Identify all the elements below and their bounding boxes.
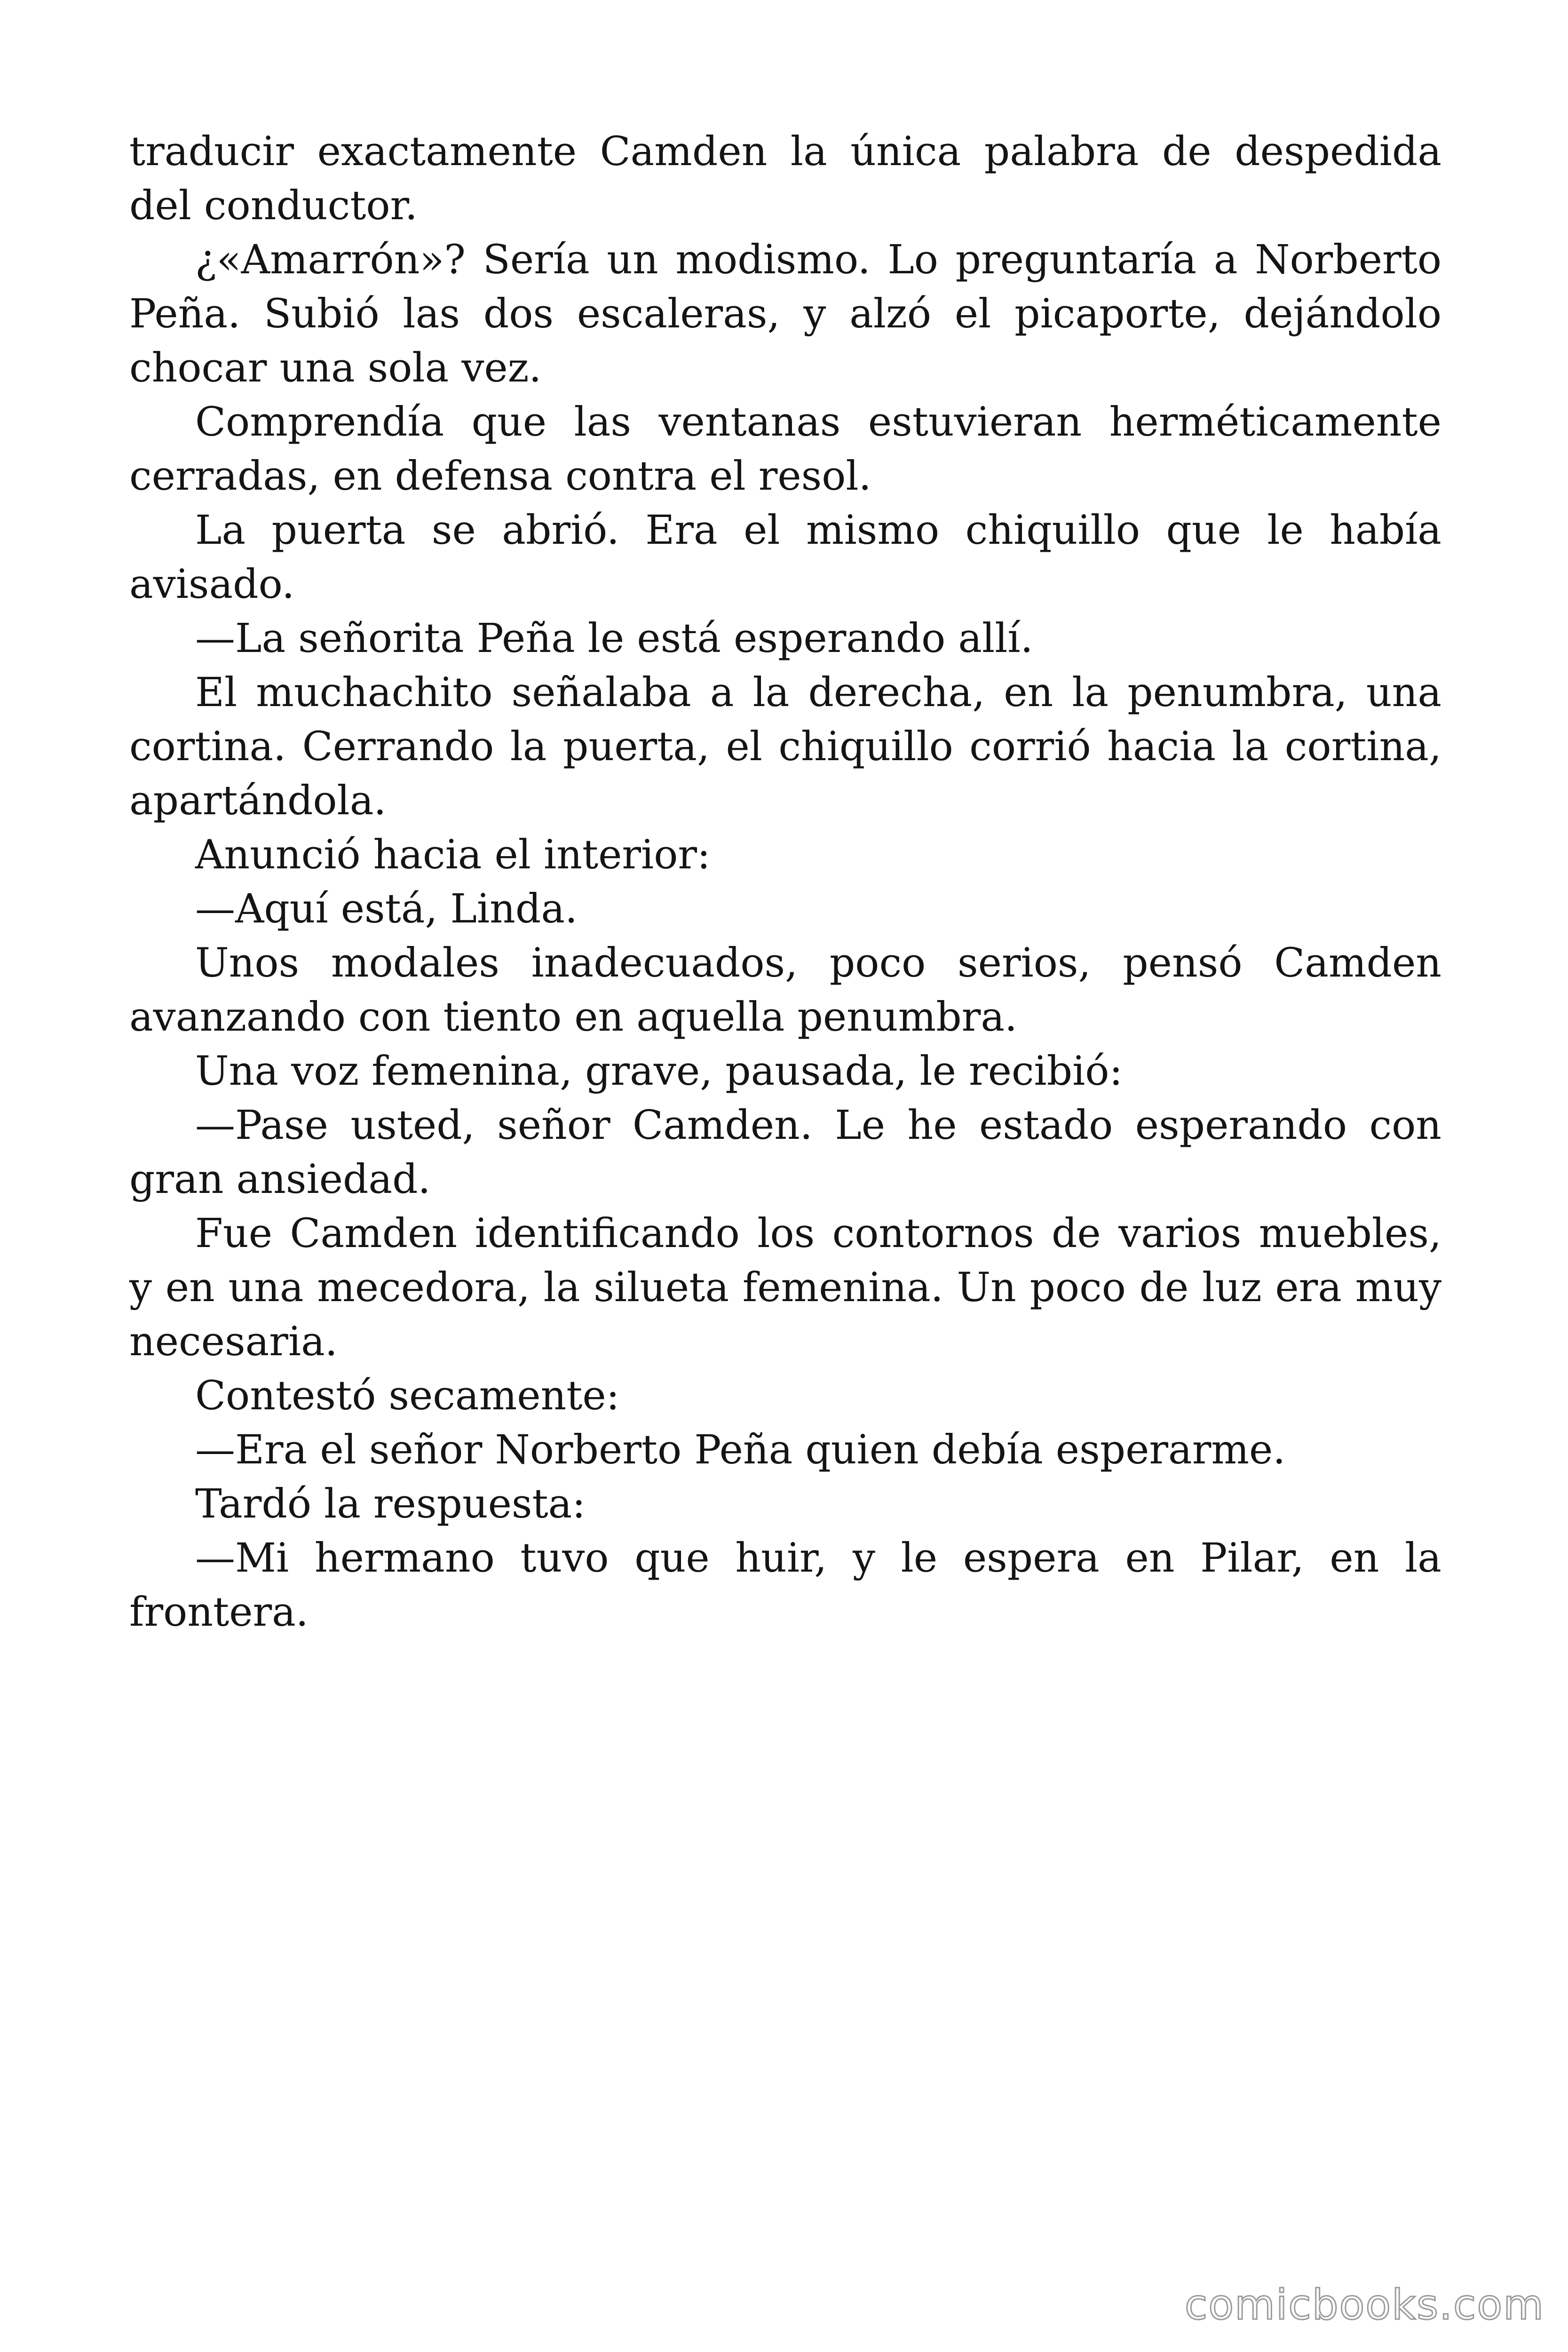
- paragraph: —La señorita Peña le está esperando allí.: [195, 615, 1033, 662]
- paragraph: Anunció hacia el interior:: [195, 832, 711, 878]
- watermark: comicbooks.com: [1184, 2280, 1544, 2329]
- paragraph: El muchachito señalaba a la derecha, en la penumbra, una cortina. Cerrando la puerta, el chiquillo corrió hacia la cortina, apartándola.: [129, 669, 1441, 824]
- page-body-text: [129, 125, 1441, 1639]
- paragraph: Una voz femenina, grave, pausada, le recibió:: [195, 1048, 1123, 1095]
- paragraph: Tardó la respuesta:: [195, 1481, 586, 1527]
- paragraph: ¿«Amarrón»? Sería un modismo. Lo preguntaría a Norberto Peña. Subió las dos escaleras, y alzó el picaporte, dejándolo chocar una sola vez.: [129, 237, 1441, 391]
- paragraph: traducir exactamente Camden la única palabra de despedida del conductor.: [129, 128, 1441, 229]
- paragraph: Contestó secamente:: [195, 1373, 620, 1419]
- paragraph: —Era el señor Norberto Peña quien debía esperarme.: [195, 1427, 1286, 1473]
- paragraph: —Pase usted, señor Camden. Le he estado esperando con gran ansiedad.: [129, 1102, 1441, 1203]
- paragraph: Fue Camden identificando los contornos de varios muebles, y en una mecedora, la silueta femenina. Un poco de luz era muy necesaria.: [129, 1210, 1441, 1365]
- paragraph: Comprendía que las ventanas estuvieran herméticamente cerradas, en defensa contra el resol.: [129, 399, 1441, 500]
- paragraph: Unos modales inadecuados, poco serios, pensó Camden avanzando con tiento en aquella penumbra.: [129, 940, 1441, 1041]
- paragraph: —Aquí está, Linda.: [195, 886, 578, 932]
- paragraph: La puerta se abrió. Era el mismo chiquillo que le había avisado.: [129, 507, 1441, 608]
- paragraph: —Mi hermano tuvo que huir, y le espera en Pilar, en la frontera.: [129, 1535, 1441, 1636]
